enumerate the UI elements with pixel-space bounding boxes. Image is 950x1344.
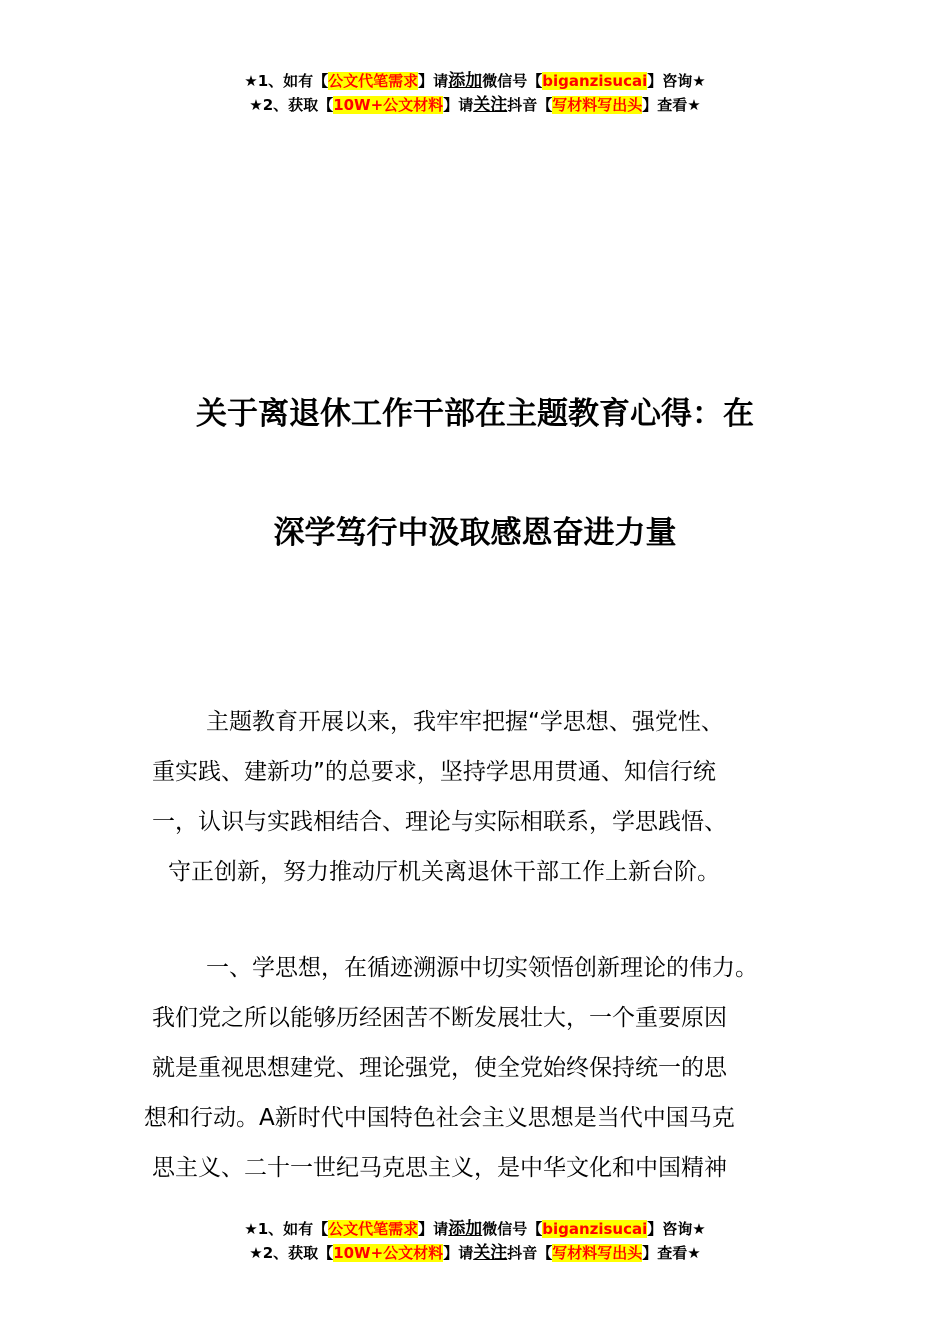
- highlight-materials: 10W+公文材料: [333, 1244, 444, 1262]
- header-banner: [0, 69, 950, 117]
- banner-line-2: ★2、获取【10W+公文材料】请关注抖音【写材料写出头】查看★: [249, 1243, 701, 1263]
- banner-line-1: ★1、如有【公文代笔需求】请添加微信号【biganzisucai】咨询★: [244, 71, 706, 91]
- highlight-wechat-id: biganzisucai: [542, 1220, 648, 1238]
- text-line: 思主义、二十一世纪马克思主义，是中华文化和中国精神: [152, 1155, 727, 1181]
- highlight-materials: 10W+公文材料: [333, 96, 444, 114]
- text-line: 主题教育开展以来，我牢牢把握“学思想、强党性、: [206, 709, 724, 735]
- footer-banner: [0, 1217, 950, 1265]
- banner-line-1: ★1、如有【公文代笔需求】请添加微信号【biganzisucai】咨询★: [244, 1219, 706, 1239]
- highlight-wechat-id: biganzisucai: [542, 72, 648, 90]
- highlight-douyin: 写材料写出头: [552, 1244, 643, 1262]
- document-title-line-1: 关于离退休工作干部在主题教育心得：在: [196, 396, 754, 432]
- text-line: 一、学思想，在循迹溯源中切实领悟创新理论的伟力。: [206, 955, 758, 981]
- highlight-service: 公文代笔需求: [328, 1220, 419, 1238]
- text-line: 我们党之所以能够历经困苦不断发展壮大，一个重要原因: [152, 1005, 727, 1031]
- text-line: 一，认识与实践相结合、理论与实际相联系，学思践悟、: [152, 809, 727, 835]
- text-line: 就是重视思想建党、理论强党，使全党始终保持统一的思: [152, 1055, 727, 1081]
- highlight-service: 公文代笔需求: [328, 72, 419, 90]
- document-title-line-2: 深学笃行中汲取感恩奋进力量: [273, 515, 677, 551]
- highlight-douyin: 写材料写出头: [552, 96, 643, 114]
- paragraph-intro: [152, 697, 812, 897]
- banner-line-2: ★2、获取【10W+公文材料】请关注抖音【写材料写出头】查看★: [249, 95, 701, 115]
- paragraph-section-1: [144, 943, 812, 1193]
- text-line: 重实践、建新功”的总要求，坚持学思用贯通、知信行统: [152, 759, 716, 785]
- text-line: 想和行动。A新时代中国特色社会主义思想是当代中国马克: [144, 1105, 735, 1131]
- text-line: 守正创新，努力推动厅机关离退休干部工作上新台阶。: [168, 859, 720, 885]
